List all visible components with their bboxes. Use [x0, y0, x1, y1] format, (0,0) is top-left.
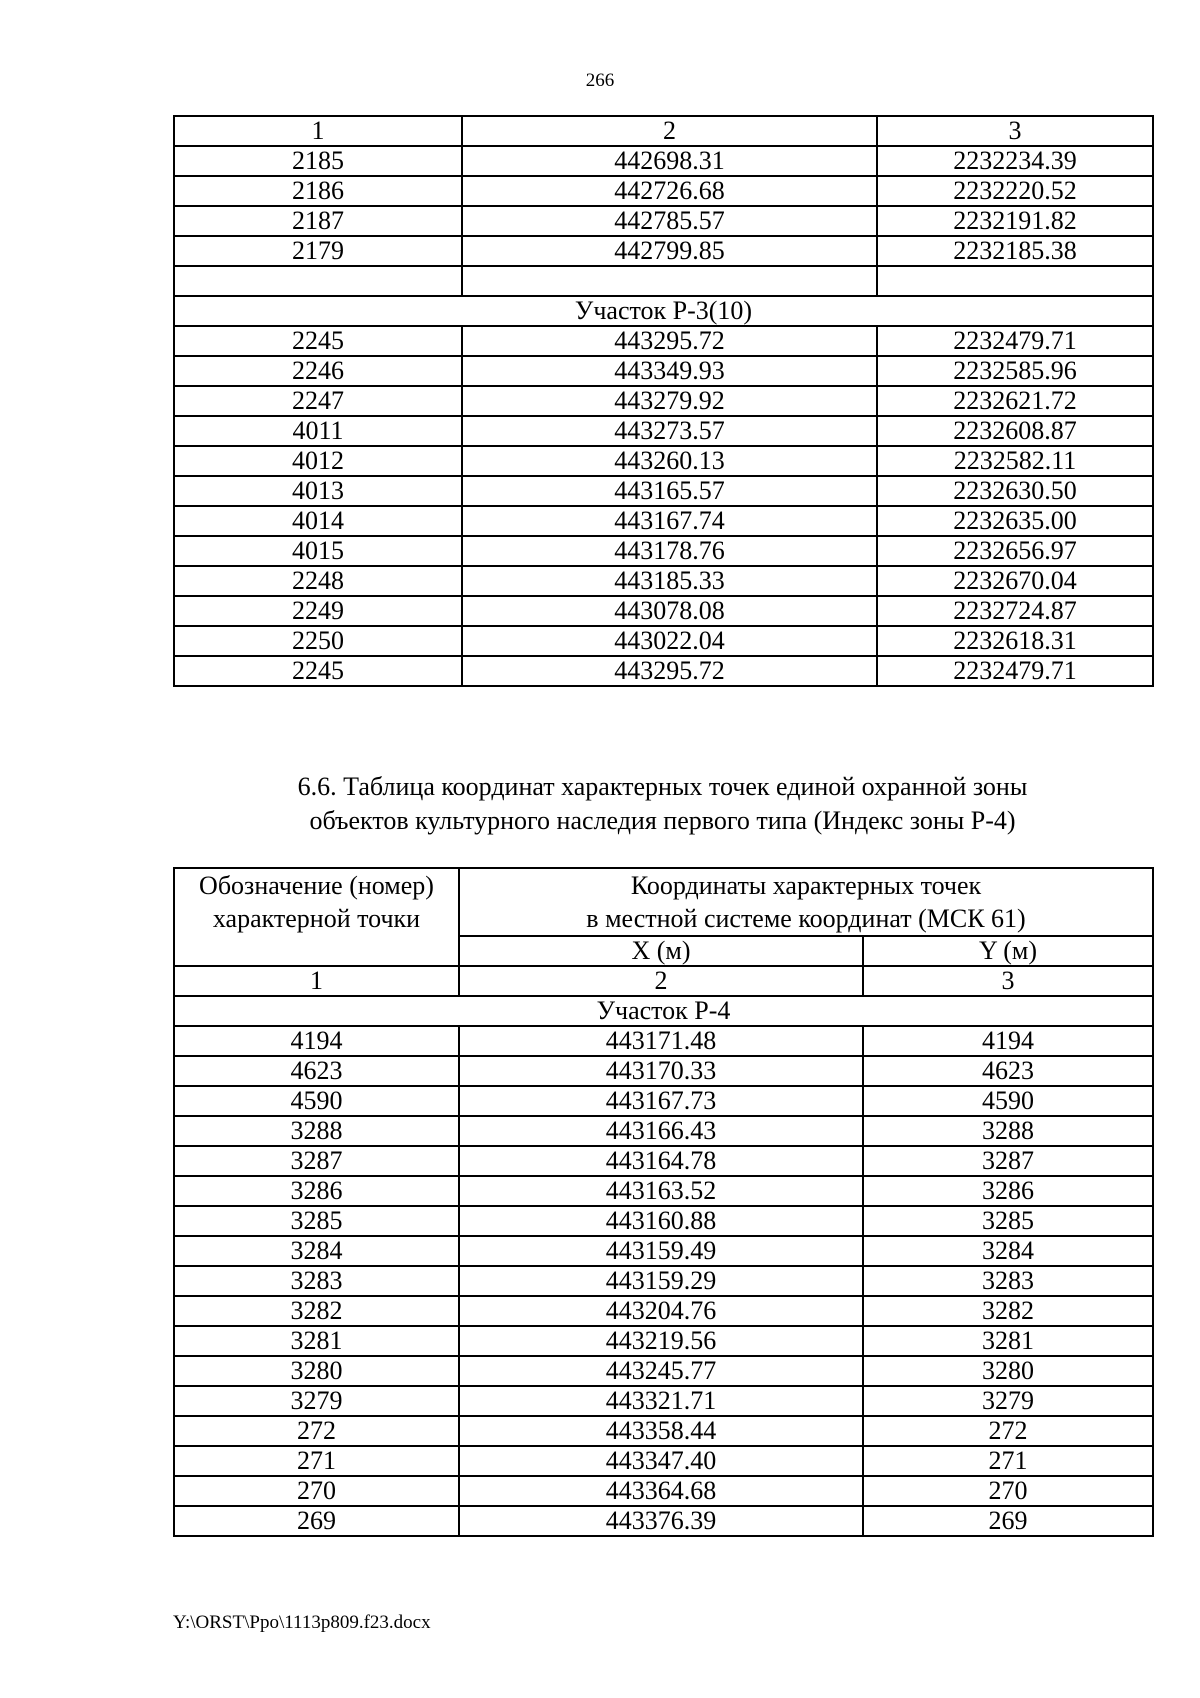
y-coordinate-cell: 4623 — [863, 1056, 1153, 1086]
point-number-cell: 4012 — [174, 446, 462, 476]
point-number-cell: 3287 — [174, 1146, 459, 1176]
x-coordinate-cell: 443171.48 — [459, 1026, 863, 1056]
y-coordinate-cell: 4194 — [863, 1026, 1153, 1056]
x-coordinate-cell: 443204.76 — [459, 1296, 863, 1326]
x-coordinate-cell: 443376.39 — [459, 1506, 863, 1536]
point-number-cell: 2245 — [174, 656, 462, 686]
x-coordinate-cell: 443358.44 — [459, 1416, 863, 1446]
x-coordinate-cell: 443295.72 — [462, 656, 877, 686]
y-coordinate-cell: 3284 — [863, 1236, 1153, 1266]
x-coordinate-cell: 442698.31 — [462, 146, 877, 176]
table-row — [174, 1506, 1153, 1536]
point-number-cell: 2246 — [174, 356, 462, 386]
x-coordinate-cell: 443167.74 — [462, 506, 877, 536]
y-coordinate-cell: 2232220.52 — [877, 176, 1153, 206]
x-coordinate-cell: 443163.52 — [459, 1176, 863, 1206]
point-number-cell: 2186 — [174, 176, 462, 206]
table-row — [174, 356, 1153, 386]
table-row — [174, 386, 1153, 416]
y-coordinate-cell: 2232479.71 — [877, 656, 1153, 686]
column-number-row — [174, 116, 1153, 146]
x-coordinate-cell: 443347.40 — [459, 1446, 863, 1476]
y-coordinate-cell: 271 — [863, 1446, 1153, 1476]
x-coordinate-cell: 443279.92 — [462, 386, 877, 416]
x-coordinate-cell: 443349.93 — [462, 356, 877, 386]
column-number: 1 — [174, 966, 459, 996]
point-number-cell: 2248 — [174, 566, 462, 596]
table-row — [174, 1416, 1153, 1446]
table-row — [174, 446, 1153, 476]
point-number-cell: 3280 — [174, 1356, 459, 1386]
point-number-cell: 3284 — [174, 1236, 459, 1266]
page-number: 266 — [585, 70, 615, 91]
y-coordinate-cell: 3279 — [863, 1386, 1153, 1416]
coords-label-line2: в местной системе координат (МСК 61) — [586, 904, 1026, 933]
point-number-cell: 2187 — [174, 206, 462, 236]
point-number-cell: 3286 — [174, 1176, 459, 1206]
coordinates-table-continued — [173, 115, 1154, 687]
empty-cell — [462, 266, 877, 296]
table-row — [174, 1026, 1153, 1056]
table-row — [174, 596, 1153, 626]
table-row — [174, 326, 1153, 356]
table-row — [174, 626, 1153, 656]
x-coordinate-cell: 443245.77 — [459, 1356, 863, 1386]
x-coordinate-cell: 442726.68 — [462, 176, 877, 206]
column-number: 3 — [863, 966, 1153, 996]
y-coordinate-cell: 2232656.97 — [877, 536, 1153, 566]
point-number-cell: 2249 — [174, 596, 462, 626]
empty-row — [174, 266, 1153, 296]
x-coordinate-cell: 443219.56 — [459, 1326, 863, 1356]
table-row — [174, 1296, 1153, 1326]
point-number-cell: 2247 — [174, 386, 462, 416]
x-coordinate-cell: 443167.73 — [459, 1086, 863, 1116]
table-row — [174, 1326, 1153, 1356]
table-row — [174, 206, 1153, 236]
empty-cell — [174, 266, 462, 296]
point-number-cell: 4011 — [174, 416, 462, 446]
x-label-header: X (м) — [459, 936, 863, 966]
y-coordinate-cell: 269 — [863, 1506, 1153, 1536]
table-row — [174, 1476, 1153, 1506]
x-coordinate-cell: 443364.68 — [459, 1476, 863, 1506]
x-coordinate-cell: 443022.04 — [462, 626, 877, 656]
heading-line-2: объектов культурного наследия первого типа (Индекс зоны Р-4) — [309, 806, 1016, 835]
table-row — [174, 1146, 1153, 1176]
column-number: 2 — [459, 966, 863, 996]
table-row — [174, 1236, 1153, 1266]
point-number-cell: 2250 — [174, 626, 462, 656]
point-number-cell: 2179 — [174, 236, 462, 266]
x-coordinate-cell: 443160.88 — [459, 1206, 863, 1236]
empty-cell — [877, 266, 1153, 296]
y-coordinate-cell: 272 — [863, 1416, 1153, 1446]
x-coordinate-cell: 442785.57 — [462, 206, 877, 236]
point-number-cell: 2245 — [174, 326, 462, 356]
column-number: 1 — [174, 116, 462, 146]
table-row — [174, 1266, 1153, 1296]
point-number-cell: 4623 — [174, 1056, 459, 1086]
x-coordinate-cell: 443178.76 — [462, 536, 877, 566]
x-coordinate-cell: 443260.13 — [462, 446, 877, 476]
table2-body — [174, 868, 1153, 1536]
table-row — [174, 176, 1153, 206]
y-coordinate-cell: 2232618.31 — [877, 626, 1153, 656]
point-number-cell: 4015 — [174, 536, 462, 566]
y-coordinate-cell: 2232479.71 — [877, 326, 1153, 356]
y-coordinate-cell: 2232234.39 — [877, 146, 1153, 176]
table-row — [174, 1446, 1153, 1476]
y-coordinate-cell: 2232582.11 — [877, 446, 1153, 476]
y-label-header: Y (м) — [863, 936, 1153, 966]
point-number-cell: 3279 — [174, 1386, 459, 1416]
x-coordinate-cell: 443295.72 — [462, 326, 877, 356]
point-number-cell: 4590 — [174, 1086, 459, 1116]
table-row — [174, 416, 1153, 446]
x-coordinate-cell: 443159.29 — [459, 1266, 863, 1296]
point-number-cell: 3283 — [174, 1266, 459, 1296]
y-coordinate-cell: 3288 — [863, 1116, 1153, 1146]
x-coordinate-cell: 443164.78 — [459, 1146, 863, 1176]
point-number-cell: 270 — [174, 1476, 459, 1506]
y-coordinate-cell: 3285 — [863, 1206, 1153, 1236]
section-row — [174, 996, 1153, 1026]
table-row — [174, 1056, 1153, 1086]
table1-body — [174, 116, 1153, 686]
point-number-cell: 3282 — [174, 1296, 459, 1326]
y-coordinate-cell: 3283 — [863, 1266, 1153, 1296]
file-path-footer: Y:\ORST\Ppo\1113p809.f23.docx — [173, 1612, 431, 1633]
y-coordinate-cell: 2232585.96 — [877, 356, 1153, 386]
table-row — [174, 1086, 1153, 1116]
table-heading — [173, 770, 1152, 838]
section-title: Участок Р-4 — [174, 996, 1153, 1026]
table-row — [174, 146, 1153, 176]
y-coordinate-cell: 2232621.72 — [877, 386, 1153, 416]
point-number-cell: 2185 — [174, 146, 462, 176]
table-row — [174, 1116, 1153, 1146]
y-coordinate-cell: 3287 — [863, 1146, 1153, 1176]
y-coordinate-cell: 3282 — [863, 1296, 1153, 1326]
point-label-line2: характерной точки — [212, 904, 421, 933]
point-number-cell: 269 — [174, 1506, 459, 1536]
column-number-row — [174, 966, 1153, 996]
y-coordinate-cell: 3280 — [863, 1356, 1153, 1386]
table-row — [174, 1356, 1153, 1386]
y-coordinate-cell: 270 — [863, 1476, 1153, 1506]
point-number-cell: 3285 — [174, 1206, 459, 1236]
coords-label-header — [459, 868, 1153, 936]
point-number-cell: 4013 — [174, 476, 462, 506]
table-row — [174, 476, 1153, 506]
heading-line-1: 6.6. Таблица координат характерных точек единой охранной зоны — [297, 772, 1028, 801]
point-number-cell: 3288 — [174, 1116, 459, 1146]
column-number: 2 — [462, 116, 877, 146]
section-row — [174, 296, 1153, 326]
y-coordinate-cell: 3286 — [863, 1176, 1153, 1206]
x-coordinate-cell: 443321.71 — [459, 1386, 863, 1416]
x-coordinate-cell: 443273.57 — [462, 416, 877, 446]
y-coordinate-cell: 2232724.87 — [877, 596, 1153, 626]
table-row — [174, 1386, 1153, 1416]
header-row — [174, 868, 1153, 936]
table-row — [174, 536, 1153, 566]
table-row — [174, 656, 1153, 686]
table-row — [174, 1176, 1153, 1206]
point-label-line1: Обозначение (номер) — [199, 871, 434, 900]
x-coordinate-cell: 443165.57 — [462, 476, 877, 506]
y-coordinate-cell: 2232635.00 — [877, 506, 1153, 536]
table-row — [174, 236, 1153, 266]
x-coordinate-cell: 443159.49 — [459, 1236, 863, 1266]
table-row — [174, 1206, 1153, 1236]
x-coordinate-cell: 443170.33 — [459, 1056, 863, 1086]
point-number-cell: 4194 — [174, 1026, 459, 1056]
section-title: Участок Р-3(10) — [174, 296, 1153, 326]
table-row — [174, 506, 1153, 536]
coordinates-table-p4 — [173, 867, 1154, 1537]
y-coordinate-cell: 2232608.87 — [877, 416, 1153, 446]
point-number-cell: 3281 — [174, 1326, 459, 1356]
y-coordinate-cell: 2232630.50 — [877, 476, 1153, 506]
point-label-header — [174, 868, 459, 966]
column-number: 3 — [877, 116, 1153, 146]
point-number-cell: 272 — [174, 1416, 459, 1446]
y-coordinate-cell: 2232185.38 — [877, 236, 1153, 266]
point-number-cell: 271 — [174, 1446, 459, 1476]
x-coordinate-cell: 443078.08 — [462, 596, 877, 626]
x-coordinate-cell: 442799.85 — [462, 236, 877, 266]
table-row — [174, 566, 1153, 596]
x-coordinate-cell: 443185.33 — [462, 566, 877, 596]
y-coordinate-cell: 2232191.82 — [877, 206, 1153, 236]
point-number-cell: 4014 — [174, 506, 462, 536]
y-coordinate-cell: 4590 — [863, 1086, 1153, 1116]
coords-label-line1: Координаты характерных точек — [630, 871, 982, 900]
x-coordinate-cell: 443166.43 — [459, 1116, 863, 1146]
y-coordinate-cell: 2232670.04 — [877, 566, 1153, 596]
y-coordinate-cell: 3281 — [863, 1326, 1153, 1356]
